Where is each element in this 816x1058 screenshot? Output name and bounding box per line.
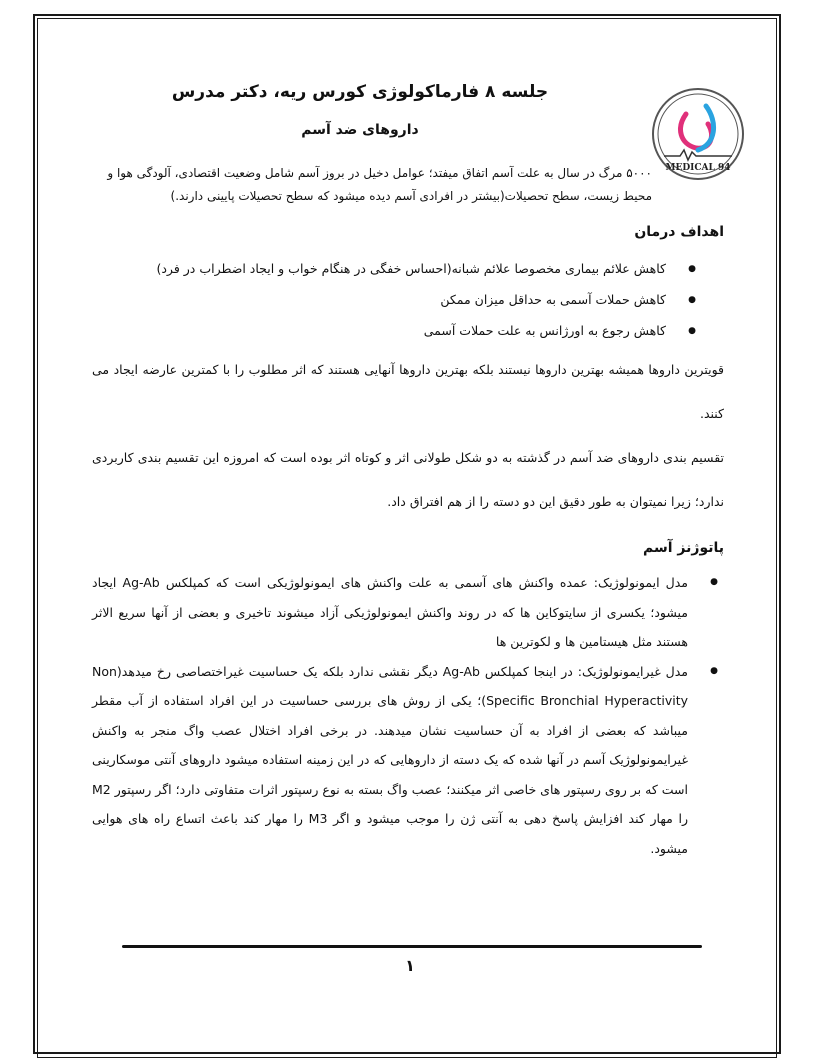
goals-list	[92, 258, 702, 351]
page-subtitle: داروهای ضد آسم	[301, 122, 419, 138]
intro-paragraph: ۵۰۰۰ مرگ در سال به علت آسم اتفاق میفتد؛ عوامل دخیل در بروز آسم شامل وضعیت اقتصادی، آلودگی هوا و محیط زیست، سطح تحصیلات(بیشتر در افرادی آسم دیده میشود که سطح تحصیلات پایینی دارند.)	[107, 166, 652, 203]
medical-logo	[650, 86, 746, 182]
paragraph: قویترین داروها همیشه بهترین داروها نیستند بلکه بهترین داروها آنهایی هستند که اثر مطلوب را با کمترین عارضه ایجاد می کنند.	[92, 362, 724, 421]
footer-divider	[122, 945, 702, 948]
section-heading-pathogenesis: پاتوژنز آسم	[643, 540, 724, 556]
list-item: ● کاهش رجوع به اورژانس به علت حملات آسمی	[92, 320, 702, 351]
list-item: ● کاهش حملات آسمی به حداقل میزان ممکن	[92, 289, 702, 320]
section-heading-goals: اهداف درمان	[634, 224, 724, 240]
page-title: جلسه ۸ فارماکولوژی کورس ریه، دکتر مدرس	[171, 82, 549, 102]
paragraph: تقسیم بندی داروهای ضد آسم در گذشته به دو شکل طولانی اثر و کوتاه اثر بوده است که امروزه این تقسیم بندی کاربردی ندارد؛ زیرا نمیتوان به طور دقیق این دو دسته را از هم افتراق داد.	[92, 450, 724, 509]
pathogenesis-list	[92, 568, 724, 863]
list-item: ● مدل ایمونولوژیک: عمده واکنش های آسمی به علت واکنش های ایمونولوژیکی است که کمپلکس Ag-Ab ایجاد میشود؛ یکسری از سایتوکاین ها که در روند واکنش ایمونولوژیکی آزاد میشوند تاخیری و بعضی از آنها سریع الاثر هستند مثل هیستامین ها و لکوترین ها	[92, 568, 724, 657]
page-number: ۱	[405, 956, 415, 975]
list-item: ● کاهش علائم بیماری مخصوصا علائم شبانه(احساس خفگی در هنگام خواب و ایجاد اضطراب در فرد)	[92, 258, 702, 289]
logo-text: MEDICAL 94	[665, 163, 731, 173]
list-item: ● مدل غیرایمونولوژیک: در اینجا کمپلکس Ag-Ab دیگر نقشی ندارد بلکه یک حساسیت غیراختصاصی رخ میدهد(Non Specific Bronchial Hyperactivity)؛ یکی از روش های بررسی حساسیت در این افراد استفاده از آب مقطر میباشد که بعضی از افراد به آن حساسیت نشان میدهند. در برخی افراد اختلال عصب واگ منجر به واکنش غیرایمونولوژیک آسم در آنها شده که یک دسته از داروهایی که در این زمینه استفاده میشود داروهای آنتی موسکارینی است که بر روی رسپتور های خاصی اثر میکنند؛ عصب واگ بسته به نوع رسپتور اثرات متفاوتی دارد؛ اگر رسپتور M2 را مهار کند افزایش پاسخ دهی به آنتی ژن را موجب میشود و اگر M3 را مهار کند باعث اتساع راه های هوایی میشود.	[92, 657, 724, 864]
